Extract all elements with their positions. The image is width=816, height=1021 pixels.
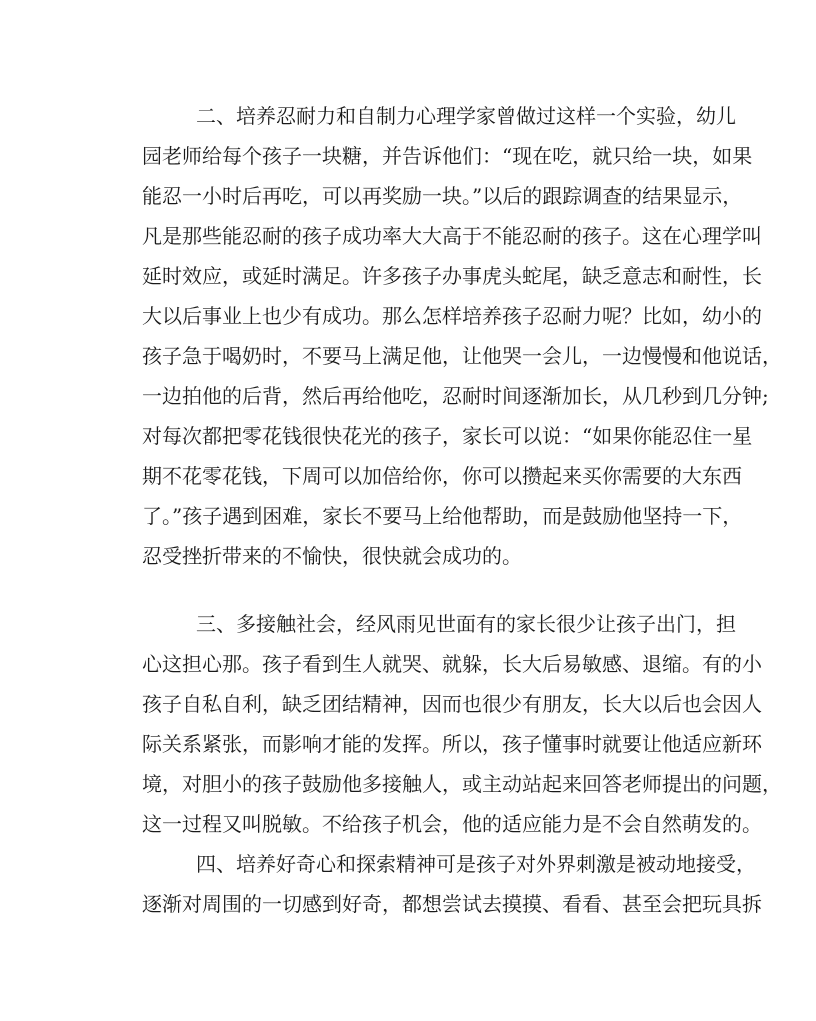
text-line: 凡是那些能忍耐的孩子成功率大大高于不能忍耐的孩子。这在心理学叫 [142,224,762,248]
text-line: 对每次都把零花钱很快花光的孩子，家长可以说：“如果你能忍住一星 [142,424,753,448]
text-line: 境，对胆小的孩子鼓励他多接触人，或主动站起来回答老师提出的问题， [142,772,782,796]
text-line: 期不花零花钱，下周可以加倍给你，你可以攒起来买你需要的大东西 [142,464,742,488]
text-line: 心这担心那。孩子看到生人就哭、就躲，长大后易敏感、退缩。有的小 [142,652,762,676]
text-line: 这一过程又叫脱敏。不给孩子机会，他的适应能力是不会自然萌发的。 [142,812,762,836]
text-line: 孩子自私自利，缺乏团结精神，因而也很少有朋友，长大以后也会因人 [142,692,762,716]
text-line: 能忍一小时后再吃，可以再奖励一块。”以后的跟踪调查的结果显示， [142,184,743,208]
text-line: 二、培养忍耐力和自制力心理学家曾做过这样一个实验，幼儿 [196,104,736,128]
text-line: 一边拍他的后背，然后再给他吃，忍耐时间逐渐加长，从几秒到几分钟; [142,384,769,408]
text-line: 际关系紧张，而影响才能的发挥。所以，孩子懂事时就要让他适应新环 [142,732,762,756]
text-line: 四、培养好奇心和探索精神可是孩子对外界刺激是被动地接受， [196,852,756,876]
text-line: 忍受挫折带来的不愉快，很快就会成功的。 [142,544,522,568]
text-line: 孩子急于喝奶时，不要马上满足他，让他哭一会儿，一边慢慢和他说话， [142,344,782,368]
text-line: 大以后事业上也少有成功。那么怎样培养孩子忍耐力呢？比如，幼小的 [142,304,762,328]
text-line: 了。”孩子遇到困难，家长不要马上给他帮助，而是鼓励他坚持一下， [142,504,743,528]
text-line: 三、多接触社会，经风雨见世面有的家长很少让孩子出门，担 [196,612,736,636]
text-line: 园老师给每个孩子一块糖，并告诉他们：“现在吃，就只给一块，如果 [142,144,753,168]
text-line: 延时效应，或延时满足。许多孩子办事虎头蛇尾，缺乏意志和耐性，长 [142,264,762,288]
text-line: 逐渐对周围的一切感到好奇，都想尝试去摸摸、看看、甚至会把玩具拆 [142,892,762,916]
